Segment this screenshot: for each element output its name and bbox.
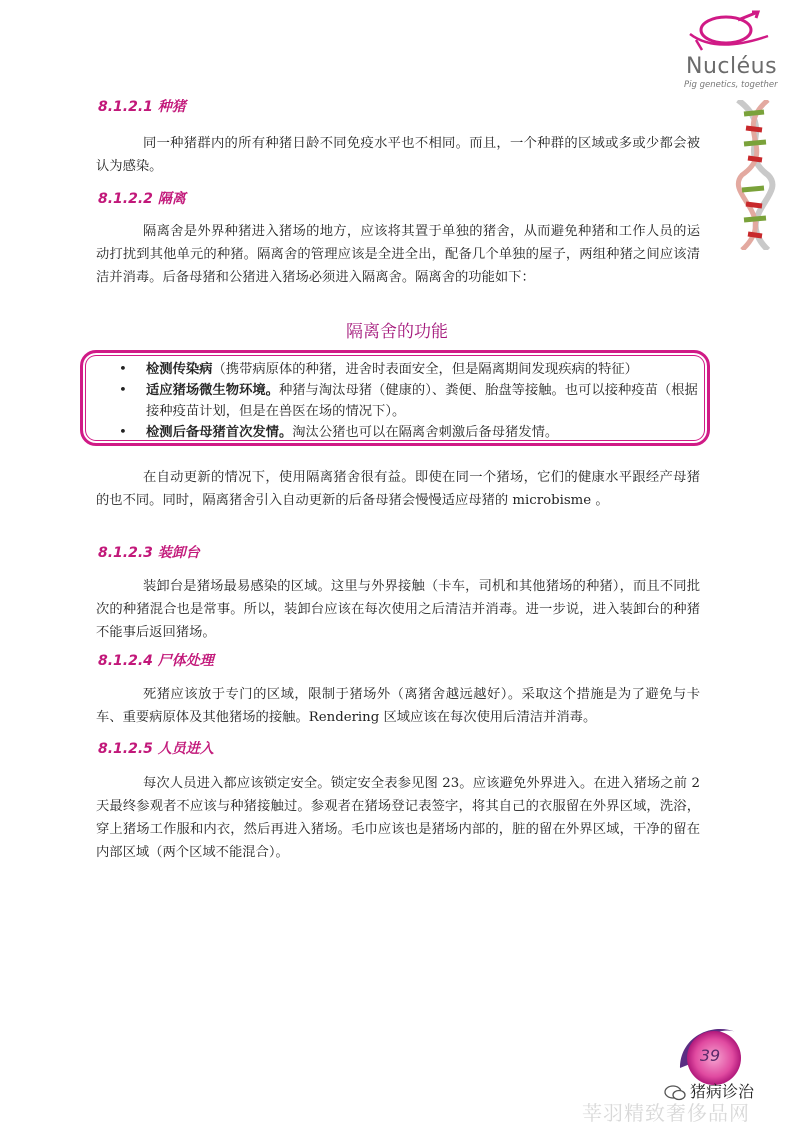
item-text: 淘汰公猪也可以在隔离舍刺激后备母猪发情。 (292, 425, 559, 440)
item-bold-label: 检测传染病 (146, 362, 213, 377)
dna-helix-icon (728, 100, 784, 250)
page-number: 39 (699, 1046, 721, 1065)
section-heading: 8.1.2.1 种猪 (98, 99, 186, 115)
section-heading: 8.1.2.3 装卸台 (98, 545, 200, 561)
bullet-icon: • (119, 383, 127, 398)
bullet-icon: • (119, 425, 127, 440)
functions-box (80, 350, 710, 446)
bullet-icon: • (119, 362, 127, 377)
section-paragraph: 每次人员进入都应该锁定安全。锁定安全表参见图 23。应该避免外界进入。在进入猪场之前 2 天最终参观者不应该与种猪接触过。参观者在猪场登记表签字，将其自己的衣服留在外界区域，洗浴，穿上猪场工作服和内衣，然后再进入猪场。毛巾应该也是猪场内部的，脏的留在外界区域，干净的留在内部区域（两个区域不能混合）。 (96, 776, 700, 860)
wechat-account-name: 猪病诊治 (690, 1082, 755, 1101)
item-bold-label: 检测后备母猪首次发情。 (146, 425, 293, 440)
item-text: 种猪与淘汰母猪（健康的）、粪便、胎盘等接触。也可以接种疫苗（根据接种疫苗计划，但是在兽医在场的情况下）。 (146, 383, 698, 419)
section-heading: 8.1.2.2 隔离 (98, 191, 186, 207)
list-item (119, 359, 701, 380)
item-text: （携带病原体的种猪，进舍时表面安全，但是隔离期间发现疾病的特征） (212, 362, 638, 377)
section-heading: 8.1.2.4 尸体处理 (98, 653, 214, 669)
box-title: 隔离舍的功能 (346, 322, 448, 342)
section-paragraph: 在自动更新的情况下，使用隔离猪舍很有益。即使在同一个猪场，它们的健康水平跟经产母猪的也不同。同时，隔离猪舍引入自动更新的后备母猪会慢慢适应母猪的 microbisme 。 (96, 470, 700, 508)
section-paragraph: 装卸台是猪场最易感染的区域。这里与外界接触（卡车，司机和其他猪场的种猪），而且不同批次的种猪混合也是常事。所以，装卸台应该在每次使用之后清洁并消毒。进一步说，进入装卸台的种猪不能事后返回猪场。 (96, 579, 700, 640)
item-bold-label: 适应猪场微生物环境。 (146, 383, 279, 398)
list-item (119, 380, 701, 422)
section-paragraph: 同一种猪群内的所有种猪日龄不同免疫水平也不相同。而且，一个种群的区域或多或少都会被认为感染。 (96, 136, 700, 174)
section-paragraph: 隔离舍是外界种猪进入猪场的地方，应该将其置于单独的猪舍，从而避免种猪和工作人员的运动打扰到其他单元的种猪。隔离舍的管理应该是全进全出，配备几个单独的屋子，两组种猪之间应该清洁并消毒。后备母猪和公猪进入猪场必须进入隔离舍。隔离舍的功能如下： (96, 224, 700, 285)
watermark: 莘羽精致奢侈品网 (582, 1101, 750, 1125)
logo-wordmark: Nucléus (686, 54, 778, 79)
functions-list (119, 359, 701, 443)
section-paragraph: 死猪应该放于专门的区域，限制于猪场外（离猪舍越远越好）。采取这个措施是为了避免与卡车、重要病原体及其他猪场的接触。Rendering 区域应该在每次使用后清洁并消毒。 (96, 687, 700, 725)
logo-tagline: Pig genetics, together (684, 80, 778, 90)
section-heading: 8.1.2.5 人员进入 (98, 741, 214, 757)
list-item (119, 422, 701, 443)
